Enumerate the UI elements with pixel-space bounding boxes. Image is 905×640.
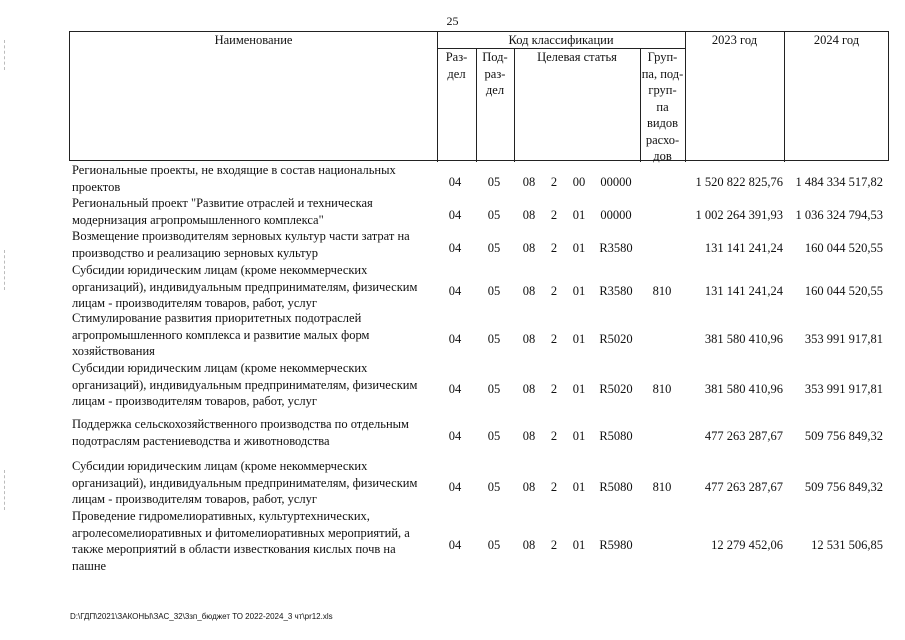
row-target-article-direction: R3580 — [599, 283, 633, 298]
row-subsection: 05 — [487, 283, 501, 298]
table-row — [0, 262, 905, 312]
row-target-article-direction: 00000 — [600, 175, 632, 190]
row-amount-2023: 131 141 241,24 — [704, 283, 783, 298]
scan-margin-mark — [4, 40, 5, 70]
row-name: Возмещение производителям зерновых культур части затрат на производство и реализацию зерновых культур — [72, 229, 410, 260]
row-target-article-direction: R5020 — [599, 381, 633, 396]
row-section: 04 — [448, 429, 462, 444]
row-target-article-subprogram: 01 — [572, 537, 586, 552]
row-expense-type: 810 — [652, 381, 672, 396]
header-target-article: Целевая статья — [537, 50, 617, 64]
table-row — [0, 416, 905, 449]
row-section: 04 — [448, 479, 462, 494]
row-amount-2024: 509 756 849,32 — [804, 429, 883, 444]
row-amount-2023: 477 263 287,67 — [704, 479, 783, 494]
row-target-article-subprogram: 01 — [572, 479, 586, 494]
table-row — [0, 360, 905, 410]
row-amount-2024: 353 991 917,81 — [804, 331, 883, 346]
row-target-article-subprogram: 01 — [572, 241, 586, 256]
row-expense-type: 810 — [652, 283, 672, 298]
row-expense-type: 810 — [652, 479, 672, 494]
row-amount-2023: 131 141 241,24 — [704, 241, 783, 256]
row-section: 04 — [448, 381, 462, 396]
row-amount-2024: 160 044 520,55 — [804, 283, 883, 298]
row-subsection: 05 — [487, 479, 501, 494]
row-target-article-type: 2 — [550, 537, 558, 552]
row-name: Региональный проект "Развитие отраслей и техническая модернизация агропромышленного комплекса" — [72, 196, 373, 227]
row-target-article-program: 08 — [522, 175, 536, 190]
row-name: Субсидии юридическим лицам (кроме некоммерческих организаций), индивидуальным предпринимателям, физическим лицам - производителям товаров, работ, услуг — [72, 361, 418, 408]
row-target-article-subprogram: 01 — [572, 331, 586, 346]
row-amount-2023: 1 520 822 825,76 — [695, 175, 783, 190]
row-subsection: 05 — [487, 537, 501, 552]
row-target-article-type: 2 — [550, 381, 558, 396]
row-subsection: 05 — [487, 241, 501, 256]
row-target-article-type: 2 — [550, 208, 558, 223]
row-target-article-program: 08 — [522, 381, 536, 396]
row-amount-2024: 509 756 849,32 — [804, 479, 883, 494]
row-subsection: 05 — [487, 331, 501, 346]
row-section: 04 — [448, 208, 462, 223]
table-row — [0, 195, 905, 228]
header-classification-code: Код классификации — [508, 33, 614, 47]
row-target-article-direction: R5080 — [599, 479, 633, 494]
row-subsection: 05 — [487, 208, 501, 223]
row-target-article-direction: R5980 — [599, 537, 633, 552]
row-target-article-direction: R5080 — [599, 429, 633, 444]
row-name: Стимулирование развития приоритетных подотраслей агропромышленного комплекса и развитие малых форм хозяйствования — [72, 311, 370, 358]
header-name: Наименование — [214, 33, 293, 47]
row-amount-2023: 1 002 264 391,93 — [695, 208, 783, 223]
footer-file-path: D:\ГДП\2021\ЗАКОНЫ\ЗАС_32\3зп_бюджет ТО 2022-2024_3 чт\pr12.xls — [70, 612, 333, 621]
row-target-article-direction: 00000 — [600, 208, 632, 223]
row-subsection: 05 — [487, 429, 501, 444]
row-amount-2024: 160 044 520,55 — [804, 241, 883, 256]
row-amount-2024: 1 484 334 517,82 — [795, 175, 883, 190]
header-section: Раз- дел — [445, 50, 468, 81]
row-name: Поддержка сельскохозяйственного производства по отдельным подотраслям растениеводства и животноводства — [72, 417, 409, 448]
row-target-article-subprogram: 00 — [572, 175, 586, 190]
header-year-2023: 2023 год — [711, 33, 758, 47]
row-amount-2023: 477 263 287,67 — [704, 429, 783, 444]
table-row — [0, 228, 905, 261]
row-target-article-program: 08 — [522, 479, 536, 494]
row-amount-2024: 353 991 917,81 — [804, 381, 883, 396]
row-section: 04 — [448, 175, 462, 190]
row-target-article-program: 08 — [522, 429, 536, 444]
row-amount-2024: 1 036 324 794,53 — [795, 208, 883, 223]
row-subsection: 05 — [487, 381, 501, 396]
row-target-article-program: 08 — [522, 283, 536, 298]
row-amount-2023: 12 279 452,06 — [711, 537, 783, 552]
row-target-article-type: 2 — [550, 331, 558, 346]
page-number: 25 — [446, 14, 459, 28]
row-target-article-program: 08 — [522, 331, 536, 346]
table-header — [69, 31, 889, 161]
row-target-article-program: 08 — [522, 537, 536, 552]
row-target-article-type: 2 — [550, 283, 558, 298]
row-name: Проведение гидромелиоративных, культуртехнических, агролесомелиоративных и фитомелиоративных мероприятий, а также мероприятий в области известкования кислых почв на пашне — [72, 509, 410, 573]
row-target-article-subprogram: 01 — [572, 429, 586, 444]
row-subsection: 05 — [487, 175, 501, 190]
row-section: 04 — [448, 241, 462, 256]
row-amount-2024: 12 531 506,85 — [811, 537, 883, 552]
row-section: 04 — [448, 537, 462, 552]
row-target-article-type: 2 — [550, 175, 558, 190]
header-subsection: Под- раз- дел — [482, 50, 508, 97]
row-target-article-direction: R5020 — [599, 331, 633, 346]
row-amount-2023: 381 580 410,96 — [704, 381, 783, 396]
table-row — [0, 458, 905, 508]
row-target-article-program: 08 — [522, 241, 536, 256]
row-target-article-program: 08 — [522, 208, 536, 223]
row-name: Региональные проекты, не входящие в состав национальных проектов — [72, 163, 396, 194]
row-target-article-subprogram: 01 — [572, 208, 586, 223]
header-expense-group: Груп- па, под- груп- па видов расхо- дов — [641, 50, 684, 163]
row-amount-2023: 381 580 410,96 — [704, 331, 783, 346]
row-target-article-type: 2 — [550, 479, 558, 494]
table-row — [0, 162, 905, 195]
row-target-article-subprogram: 01 — [572, 283, 586, 298]
row-section: 04 — [448, 331, 462, 346]
table-row — [0, 310, 905, 360]
table-row — [0, 508, 905, 574]
row-target-article-subprogram: 01 — [572, 381, 586, 396]
row-target-article-direction: R3580 — [599, 241, 633, 256]
row-name: Субсидии юридическим лицам (кроме некоммерческих организаций), индивидуальным предпринимателям, физическим лицам - производителям товаров, работ, услуг — [72, 263, 418, 310]
row-target-article-type: 2 — [550, 429, 558, 444]
row-section: 04 — [448, 283, 462, 298]
row-target-article-type: 2 — [550, 241, 558, 256]
row-name: Субсидии юридическим лицам (кроме некоммерческих организаций), индивидуальным предпринимателям, физическим лицам - производителям товаров, работ, услуг — [72, 459, 418, 506]
header-year-2024: 2024 год — [813, 33, 860, 47]
